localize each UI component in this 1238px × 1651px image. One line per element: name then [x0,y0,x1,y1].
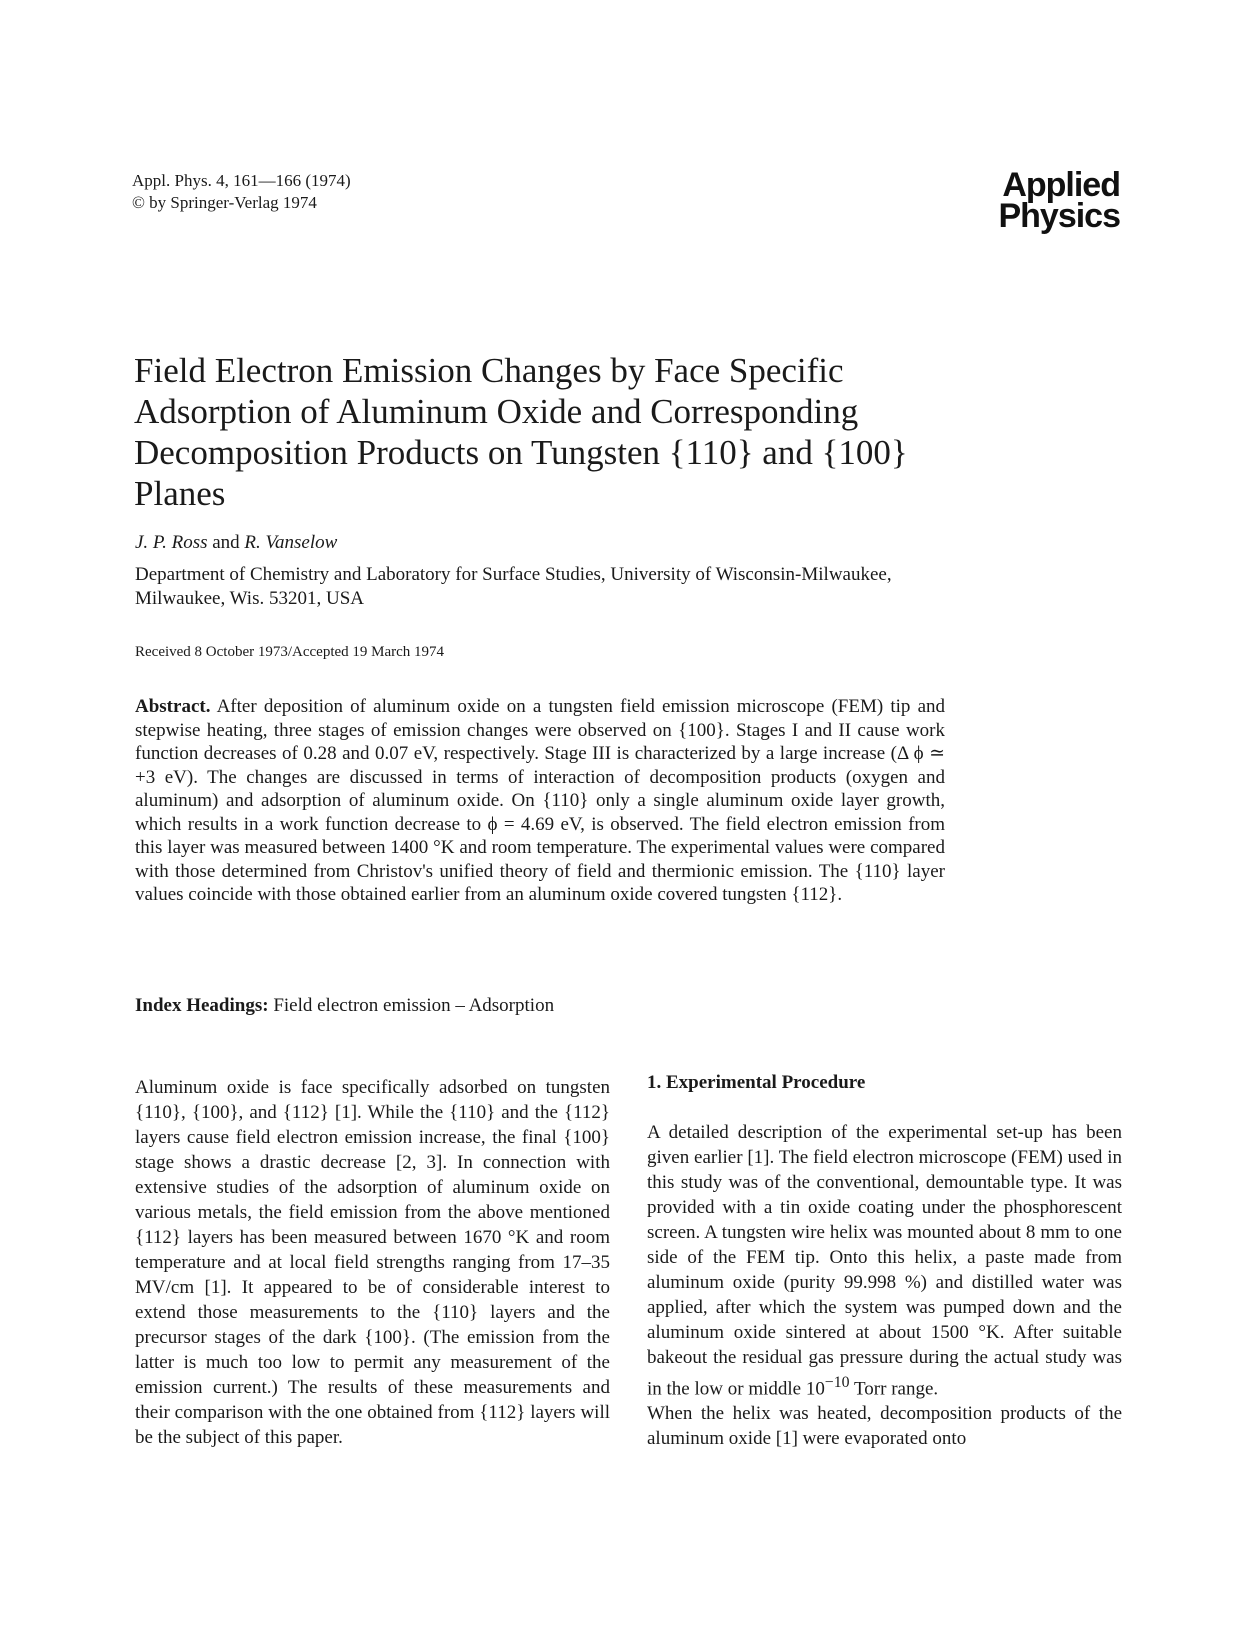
index-text: Field electron emission – Adsorption [273,995,555,1016]
article-title: Field Electron Emission Changes by Face Specific Adsorption of Aluminum Oxide and Corresponding Decomposition Products on Tungsten {110} and {100} Planes [134,351,908,513]
journal-logo-line-2: Physics [998,197,1120,235]
index-label: Index Headings: [135,995,269,1016]
author-1: J. P. Ross [135,532,208,553]
abstract-label: Abstract. [135,696,211,717]
section1-para1-main: A detailed description of the experimental set-up has been given earlier [1]. The field electron microscope (FEM) used in this study was of the conventional, demountable type. It was provided with a tin oxide coating under the phosphorescent screen. A tungsten wire helix was mounted about 8 mm to one side of the FEM tip. Onto this helix, a paste made from aluminum oxide (purity 99.998 %) and distilled water was applied, after which the system was pumped down and the aluminum oxide sintered at about 1500 °K. After suitable bakeout the residual gas pressure during the actual study was in the low or middle 10 [647,1122,1122,1400]
abstract-text: After deposition of aluminum oxide on a tungsten field emission microscope (FEM) tip and stepwise heating, three stages of emission changes were observed on {100}. Stages I and II cause work function decreases of 0.28 and 0.07 eV, respectively. Stage III is characterized by a large increase (Δ ϕ ≃ +3 eV). The changes are discussed in terms of interaction of decomposition products (oxygen and aluminum) and adsorption of aluminum oxide. On {110} only a single aluminum oxide layer growth, which results in a work function decrease to ϕ = 4.69 eV, is observed. The field electron emission from this layer was measured between 1400 °K and room temperature. The experimental values were compared with those determined from Christov's unified theory of field and thermionic emission. The {110} layer values coincide with those obtained earlier from an aluminum oxide covered tungsten {112}. [135,696,946,905]
section1-paragraph-1 [647,1120,1122,1401]
author-2: R. Vanselow [244,532,338,553]
affiliation: Department of Chemistry and Laboratory for Surface Studies, University of Wisconsin-Milwaukee, Milwaukee, Wis. 53201, USA [135,564,892,609]
pressure-exponent: −10 [824,1374,850,1391]
citation [132,170,351,214]
citation-line-2: © by Springer-Verlag 1974 [132,193,317,212]
journal-logo-line-1: Applied [1002,166,1120,204]
received-date: Received 8 October 1973/Accepted 19 March 1974 [135,644,445,660]
section-heading: 1. Experimental Procedure [647,1072,866,1093]
intro-paragraph: Aluminum oxide is face specifically adsorbed on tungsten {110}, {100}, and {112} [1]. While the {110} and the {112} layers cause field electron emission increase, the final {100} stage shows a drastic decrease [2, 3]. In connection with extensive studies of the adsorption of aluminum oxide on various metals, the field emission from the above mentioned {112} layers has been measured between 1670 °K and room temperature and at local field strengths ranging from 17–35 MV/cm [1]. It appeared to be of considerable interest to extend those measurements to the {110} layers and the precursor stages of the dark {100}. (The emission from the latter is much too low to permit any measurement of the emission current.) The results of these measurements and their comparison with the one obtained from {112} layers will be the subject of this paper. [135,1077,610,1448]
section1-paragraph-2: When the helix was heated, decomposition products of the aluminum oxide [1] were evaporated onto [647,1403,1122,1450]
journal-logo [935,166,1120,235]
experimental-procedure-text [647,1120,1122,1451]
citation-line-1: Appl. Phys. 4, 161—166 (1974) [132,171,351,190]
authors [135,532,337,554]
section1-para1-tail: Torr range. [849,1378,939,1400]
index-headings [135,995,554,1017]
abstract [135,695,945,907]
author-conjunction: and [212,532,240,553]
